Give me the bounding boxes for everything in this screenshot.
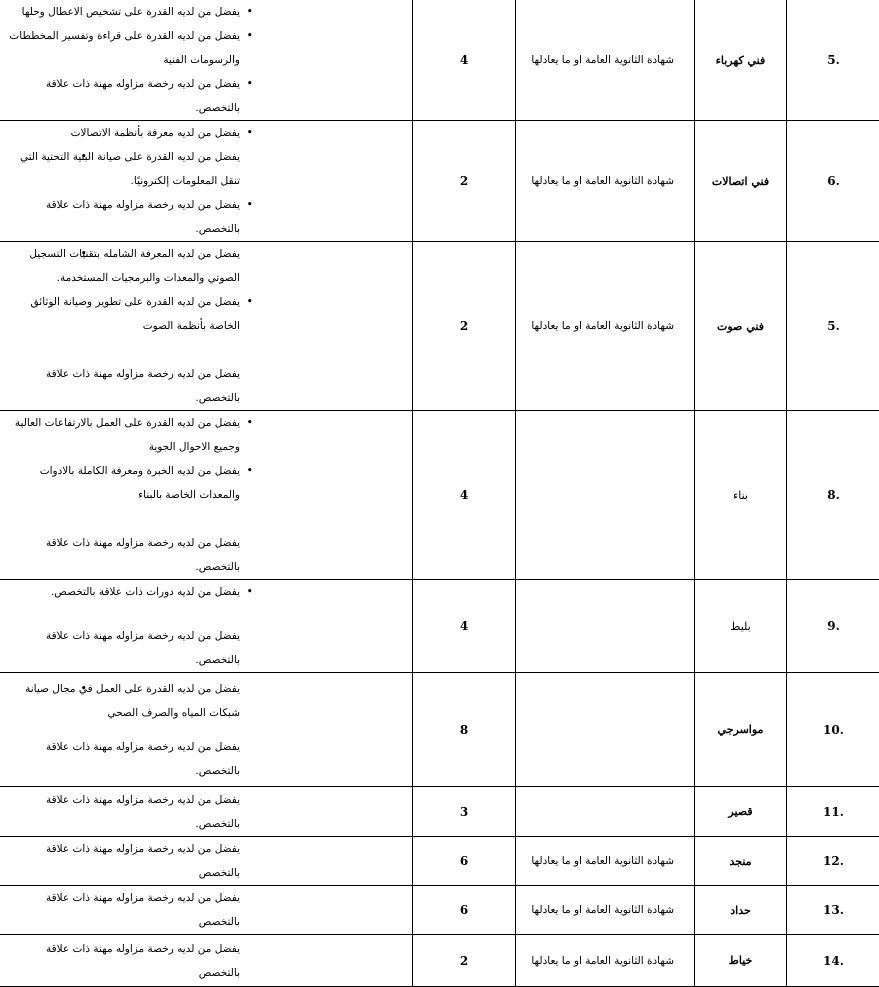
requirements	[0, 673, 413, 787]
vacancy-count: 2	[413, 121, 516, 242]
requirement-note: يفضل من لديه رخصة مزاوله مهنة ذات علاقة بالتخصص	[4, 886, 406, 934]
requirement-item: • يفضل من لديه دورات ذات علاقة بالتخصص.	[4, 580, 406, 604]
row-number: .6	[787, 121, 879, 242]
qualification	[516, 580, 695, 673]
qualification	[516, 673, 695, 787]
job-title: منجد	[695, 837, 787, 886]
vacancy-count: 2	[413, 935, 516, 987]
job-title: فني كهرباء	[695, 0, 787, 121]
row-number: .11	[787, 787, 879, 837]
qualification	[516, 411, 695, 580]
job-title: خياط	[695, 935, 787, 987]
table-row	[0, 886, 879, 935]
table-row	[0, 121, 879, 242]
requirement-note: يفضل من لديه رخصة مزاوله مهنة ذات علاقة بالتخصص.	[4, 735, 406, 783]
table-row	[0, 411, 879, 580]
vacancy-count: 8	[413, 673, 516, 787]
table-row	[0, 837, 879, 886]
job-title: فني اتصالات	[695, 121, 787, 242]
requirements	[0, 580, 413, 673]
requirement-item: • يفضل من لديه القدرة على تطوير وصيانة الوثائق الخاصة بأنظمة الصوت	[4, 290, 406, 338]
requirement-item: • يفضل من لديه القدرة على العمل في مجال صيانة شبكات المياه والصرف الصحي	[4, 677, 240, 725]
qualification	[516, 787, 695, 837]
qualification: شهادة الثانوية العامة او ما يعادلها	[516, 242, 695, 411]
vacancy-count: 4	[413, 411, 516, 580]
requirement-item: • يفضل من لديه رخصة مزاوله مهنة ذات علاقة بالتخصص.	[4, 193, 406, 241]
row-number: .5	[787, 0, 879, 121]
row-number: .9	[787, 580, 879, 673]
row-number: .14	[787, 935, 879, 987]
table-row	[0, 242, 879, 411]
requirements	[0, 242, 413, 411]
requirement-note: يفضل من لديه رخصة مزاوله مهنة ذات علاقة بالتخصص.	[4, 362, 406, 410]
requirements	[0, 121, 413, 242]
requirement-item: • يفضل من لديه القدرة على تشخيص الاعطال وحلها	[4, 0, 406, 24]
row-number: .10	[787, 673, 879, 787]
requirement-item: • يفضل من لديه المعرفة الشامله بتقنيات التسجيل الصوتي والمعدات والبرمجيات المستخدمة.	[4, 242, 240, 290]
qualification: شهادة الثانوية العامة او ما يعادلها	[516, 886, 695, 935]
requirement-note: يفضل من لديه رخصة مزاوله مهنة ذات علاقة بالتخصص.	[4, 624, 406, 672]
job-title: بناء	[695, 411, 787, 580]
table-row	[0, 673, 879, 787]
job-title: قصير	[695, 787, 787, 837]
table-row	[0, 935, 879, 987]
requirement-note: يفضل من لديه رخصة مزاوله مهنة ذات علاقة بالتخصص	[4, 937, 406, 985]
qualification: شهادة الثانوية العامة او ما يعادلها	[516, 0, 695, 121]
qualification: شهادة الثانوية العامة او ما يعادلها	[516, 837, 695, 886]
job-title: بليط	[695, 580, 787, 673]
requirement-item: • يفضل من لديه القدرة على قراءة وتفسير المخططات والرسومات الفنية	[4, 24, 406, 72]
row-number: .13	[787, 886, 879, 935]
requirement-item: • يفضل من لديه الخبرة ومعرفة الكاملة بالادوات والمعدات الخاصة بالبناء	[4, 459, 406, 507]
requirement-item: • يفضل من لديه القدرة على العمل بالارتفاعات العالية وجميع الاحوال الجوية	[4, 411, 406, 459]
table-row	[0, 787, 879, 837]
vacancy-count: 3	[413, 787, 516, 837]
requirements	[0, 0, 413, 121]
qualification: شهادة الثانوية العامة او ما يعادلها	[516, 121, 695, 242]
requirement-item: • يفضل من لديه معرفة بأنظمة الاتصالات	[4, 121, 406, 145]
table-row	[0, 0, 879, 121]
row-number: .8	[787, 411, 879, 580]
requirement-note: يفضل من لديه رخصة مزاوله مهنة ذات علاقة بالتخصص.	[4, 788, 406, 836]
table-row	[0, 580, 879, 673]
job-title: حداد	[695, 886, 787, 935]
requirements	[0, 886, 413, 935]
qualification: شهادة الثانوية العامة او ما يعادلها	[516, 935, 695, 987]
job-title: مواسرجي	[695, 673, 787, 787]
vacancy-count: 4	[413, 0, 516, 121]
vacancy-count: 6	[413, 886, 516, 935]
vacancy-count: 4	[413, 580, 516, 673]
requirements	[0, 411, 413, 580]
vacancy-count: 2	[413, 242, 516, 411]
requirements	[0, 787, 413, 837]
requirement-item: • يفضل من لديه القدرة على صيانة البنية التحتية التي تنقل المعلومات إلكترونيًا.	[4, 145, 240, 193]
job-title: فني صوت	[695, 242, 787, 411]
requirement-item: • يفضل من لديه رخصة مزاوله مهنة ذات علاقة بالتخصص.	[4, 72, 406, 120]
requirements	[0, 935, 413, 987]
requirement-note: يفضل من لديه رخصة مزاوله مهنة ذات علاقة بالتخصص.	[4, 531, 406, 579]
vacancy-count: 6	[413, 837, 516, 886]
row-number: .5	[787, 242, 879, 411]
row-number: .12	[787, 837, 879, 886]
requirements	[0, 837, 413, 886]
requirement-note: يفضل من لديه رخصة مزاوله مهنة ذات علاقة بالتخصص	[4, 837, 406, 885]
